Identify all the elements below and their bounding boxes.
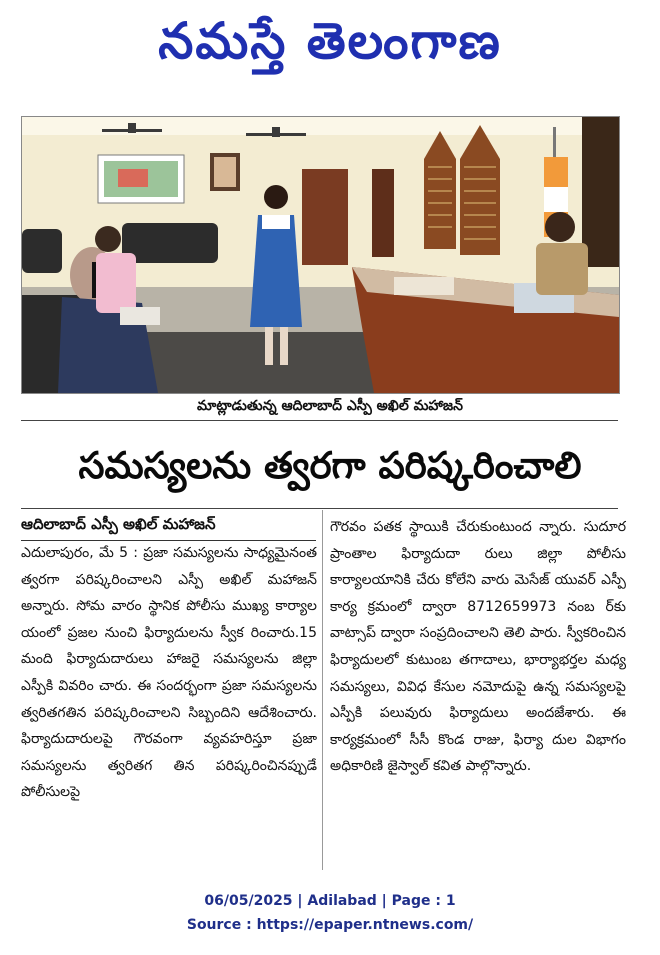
masthead: [0, 0, 660, 80]
article-paragraph: గౌరవం పతక స్థాయికి చేరుకుంటుంద న్నారు. సుదూర ప్రాంతాల ఫిర్యాదుదా రులు జిల్లా పోలీసు కార్యాలయానికి చేరు కోలేని వారు మెసేజ్ యువర్ ఎస్పీ కార్య క్రమంలో ద్వారా 8712659973 నంబ ర్‌కు వాట్సాప్ ద్వారా సంప్రదించాలని తెలి పారు. స్వీకరించిన ఫిర్యాదులలో కుటుంబ తగాదాలు, భార్యాభర్తల మధ్య సమస్యలు, వివిధ కేసుల నమోదుపై ఉన్న సమస్యలపై ఎస్పీకి పలువురు ఫిర్యాదులు అందజేశారు. ఈ కార్యక్రమంలో సీసీ కొండ రాజు, ఫిర్యా దుల విభాగం అధికారిణి జైస్వాల్ కవిత పాల్గొన్నారు.: [330, 519, 626, 775]
photo-caption: మాట్లాడుతున్న ఆదిలాబాద్ ఎస్పీ అఖిల్ మహాజన్: [197, 398, 463, 414]
news-photo: [21, 116, 620, 394]
source-link[interactable]: Source : https://epaper.ntnews.com/: [186, 917, 474, 933]
column-divider: [322, 510, 323, 870]
article-headline: సమస్యలను త్వరగా పరిష్కరించాలి: [78, 444, 582, 487]
caption-divider: [21, 420, 618, 421]
article-column-right: [330, 514, 626, 780]
newspaper-title: నమస్తే తెలంగాణ: [158, 12, 502, 70]
article-paragraph: ఎదులాపురం, మే 5 : ప్రజా సమస్యలను సాధ్యమైనంత త్వరగా పరిష్కరించాలని ఎస్పీ అఖిల్ మహాజన్ అన్నారు. సోమ వారం స్థానిక పోలీసు ముఖ్య కార్యాల యంలో ప్రజల నుంచి ఫిర్యాదులను స్వీక రించారు.15 మంది ఫిర్యాదుదారులు హాజరై సమస్యలను జిల్లా ఎస్పీకి వివరిం చారు. ఈ సందర్భంగా ప్రజా సమస్యలను త్వరితగతిన పరిష్కరించాలని సిబ్బందిని ఆదేశించారు. ఫిర్యాదుదారులపై గౌరవంగా వ్యవహరిస్తూ ప్రజా సమస్యలను త్వరితగ తిన పరిష్కరించినప్పుడే పోలీసులపై: [21, 545, 317, 801]
headline-divider: [21, 508, 618, 509]
article-byline: ఆదిలాబాద్ ఎస్పీ అఖిల్ మహాజన్: [21, 515, 316, 541]
edition-info: 06/05/2025 | Adilabad | Page : 1: [204, 893, 456, 909]
article-column-left: [21, 540, 317, 806]
